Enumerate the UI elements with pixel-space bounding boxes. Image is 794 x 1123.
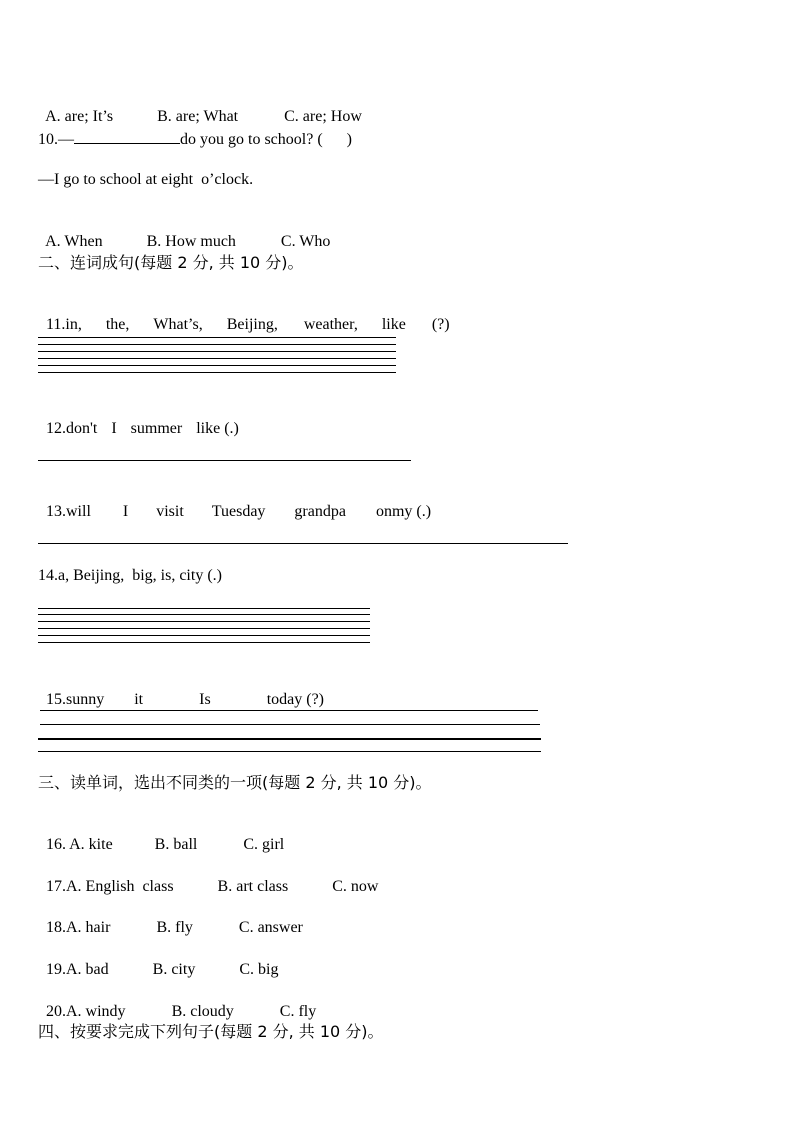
q20-option-b: B. cloudy bbox=[171, 1003, 234, 1020]
q12-number: 12. bbox=[46, 420, 66, 437]
section-2-heading: 二、连词成句(每题 2 分, 共 10 分)。 bbox=[38, 253, 304, 272]
q16-option-b: B. ball bbox=[154, 836, 198, 853]
q14-answer-line-1[interactable] bbox=[38, 608, 370, 609]
q15-word-2: it bbox=[134, 691, 144, 708]
q18-question bbox=[38, 898, 303, 938]
q19-number: 19. bbox=[46, 961, 66, 978]
q20-option-c: C. fly bbox=[279, 1003, 317, 1020]
q15-answer-line-1[interactable] bbox=[40, 710, 538, 711]
q10-question bbox=[38, 129, 352, 150]
q20-question bbox=[38, 982, 316, 1022]
q12-answer-line[interactable] bbox=[38, 460, 411, 461]
q15-word-4: today (?) bbox=[266, 691, 324, 708]
q13-word-3: visit bbox=[156, 503, 184, 520]
q15-answer-line-3[interactable] bbox=[38, 738, 541, 740]
q13-word-1: will bbox=[66, 503, 91, 520]
q15-answer-line-4[interactable] bbox=[38, 751, 541, 752]
q15-word-1: sunny bbox=[66, 691, 105, 708]
q17-option-b: B. art class bbox=[217, 878, 289, 895]
q11-answer-line-2[interactable] bbox=[38, 344, 396, 345]
q16-option-c: C. girl bbox=[243, 836, 285, 853]
q10-blank[interactable] bbox=[74, 129, 180, 144]
q19-question bbox=[38, 940, 278, 980]
q15-number: 15. bbox=[46, 691, 66, 708]
q14-answer-line-2[interactable] bbox=[38, 614, 370, 615]
q12-question bbox=[38, 399, 239, 439]
q9-option-b: B. are; What bbox=[157, 108, 239, 125]
q15-answer-line-2[interactable] bbox=[40, 724, 540, 725]
q10-dash: — bbox=[58, 131, 74, 148]
q18-option-a: A. hair bbox=[66, 919, 111, 936]
q10-options bbox=[38, 212, 330, 252]
section-4-heading: 四、按要求完成下列句子(每题 2 分, 共 10 分)。 bbox=[38, 1022, 384, 1041]
q11-word-3: What’s, bbox=[153, 316, 203, 333]
q12-word-3: summer bbox=[130, 420, 183, 437]
q14-answer-line-5[interactable] bbox=[38, 635, 370, 636]
q20-number: 20. bbox=[46, 1003, 66, 1020]
q12-word-1: don't bbox=[66, 420, 98, 437]
q11-question bbox=[38, 295, 450, 335]
q10-text: do you go to school? ( ) bbox=[180, 131, 352, 148]
q11-answer-line-6[interactable] bbox=[38, 372, 396, 373]
q18-number: 18. bbox=[46, 919, 66, 936]
q17-option-a: A. English class bbox=[66, 878, 174, 895]
q16-question bbox=[38, 815, 284, 855]
q13-number: 13. bbox=[46, 503, 66, 520]
q11-answer-line-5[interactable] bbox=[38, 365, 396, 366]
q10-option-a: A. When bbox=[45, 233, 103, 250]
q15-question bbox=[38, 670, 324, 710]
q11-word-6: like bbox=[381, 316, 406, 333]
q17-question bbox=[38, 857, 378, 897]
q11-answer-line-4[interactable] bbox=[38, 358, 396, 359]
q13-word-5: grandpa bbox=[294, 503, 346, 520]
q14-answer-line-6[interactable] bbox=[38, 642, 370, 643]
q9-option-a: A. are; It’s bbox=[45, 108, 114, 125]
q14-answer-line-3[interactable] bbox=[38, 621, 370, 622]
q9-options bbox=[38, 87, 362, 127]
q11-word-7: (?) bbox=[431, 316, 450, 333]
q11-number: 11. bbox=[46, 316, 66, 333]
q13-word-6: onmy (.) bbox=[375, 503, 432, 520]
q20-option-a: A. windy bbox=[66, 1003, 126, 1020]
q14-number: 14. bbox=[38, 567, 58, 584]
q11-word-5: weather, bbox=[303, 316, 358, 333]
q13-answer-line[interactable] bbox=[38, 543, 568, 544]
q15-word-3: Is bbox=[199, 691, 211, 708]
q17-number: 17. bbox=[46, 878, 66, 895]
q18-option-b: B. fly bbox=[156, 919, 193, 936]
q11-answer-line-3[interactable] bbox=[38, 351, 396, 352]
q12-word-2: I bbox=[111, 420, 117, 437]
q19-option-b: B. city bbox=[152, 961, 196, 978]
q11-word-4: Beijing, bbox=[226, 316, 278, 333]
q14-answer-line-4[interactable] bbox=[38, 628, 370, 629]
q16-option-a: A. kite bbox=[69, 836, 113, 853]
q14-words: a, Beijing, big, is, city (.) bbox=[58, 567, 222, 584]
q16-number: 16. bbox=[46, 836, 66, 853]
q10-option-c: C. Who bbox=[280, 233, 331, 250]
q10-answer-line: —I go to school at eight o’clock. bbox=[38, 171, 254, 188]
q13-word-2: I bbox=[122, 503, 129, 520]
q11-word-1: in, bbox=[65, 316, 82, 333]
q18-option-c: C. answer bbox=[238, 919, 303, 936]
q10-number: 10. bbox=[38, 131, 58, 148]
q11-answer-line-1[interactable] bbox=[38, 337, 396, 338]
section-3-heading: 三、读单词，选出不同类的一项(每题 2 分, 共 10 分)。 bbox=[38, 773, 432, 792]
q10-option-b: B. How much bbox=[146, 233, 236, 250]
q14-question bbox=[38, 566, 222, 586]
q13-word-4: Tuesday bbox=[211, 503, 266, 520]
q19-option-c: C. big bbox=[239, 961, 279, 978]
q17-option-c: C. now bbox=[332, 878, 379, 895]
q13-question bbox=[38, 482, 431, 522]
q12-word-4: like (.) bbox=[196, 420, 239, 437]
q9-option-c: C. are; How bbox=[284, 108, 362, 125]
q11-word-2: the, bbox=[105, 316, 130, 333]
q19-option-a: A. bad bbox=[66, 961, 109, 978]
